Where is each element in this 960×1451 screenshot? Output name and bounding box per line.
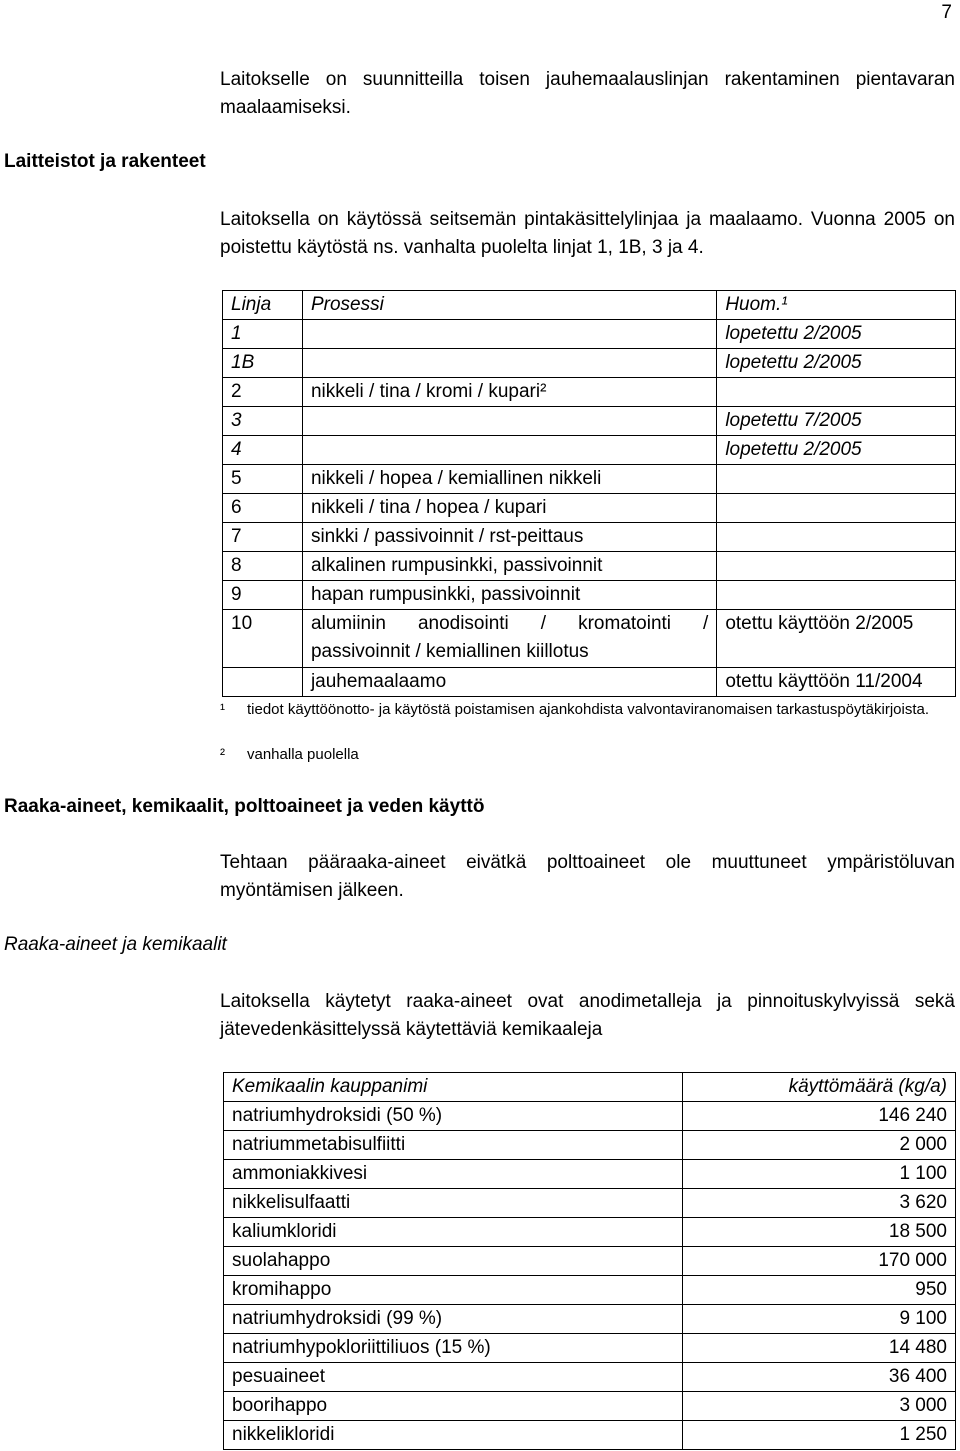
chemical-name: nikkelisulfaatti [224,1189,683,1218]
chemicals-table-header [224,1073,956,1102]
process-cell: sinkki / passivoinnit / rst-peittaus [302,523,716,552]
table-row [224,1305,956,1334]
chemical-amount: 14 480 [683,1334,956,1363]
table-row [223,436,956,465]
table-row [224,1160,956,1189]
process-cell: nikkeli / hopea / kemiallinen nikkeli [302,465,716,494]
line-number: 10 [223,610,303,668]
column-header-amount: käyttömäärä (kg/a) [683,1073,956,1102]
chemical-amount: 18 500 [683,1218,956,1247]
line-number: 5 [223,465,303,494]
chemical-name: suolahappo [224,1247,683,1276]
chemical-name: kaliumkloridi [224,1218,683,1247]
note-cell [717,552,956,581]
line-number: 8 [223,552,303,581]
chemical-amount: 1 250 [683,1421,956,1450]
chemical-amount: 3 620 [683,1189,956,1218]
table-row [224,1131,956,1160]
chemical-name: boorihappo [224,1392,683,1421]
table-row [223,407,956,436]
process-cell [302,610,716,668]
column-header-note: Huom.¹ [717,291,956,320]
table-row [224,1102,956,1131]
table-row [224,1218,956,1247]
chemical-amount: 36 400 [683,1363,956,1392]
table-row [224,1276,956,1305]
chemical-name: natriumhypokloriittiliuos (15 %) [224,1334,683,1363]
line-number: 1B [223,349,303,378]
table-row [224,1363,956,1392]
table-row [224,1392,956,1421]
note-cell: lopetettu 2/2005 [717,436,956,465]
note-cell [717,523,956,552]
chemical-amount: 950 [683,1276,956,1305]
chemical-name: ammoniakkivesi [224,1160,683,1189]
table-row [223,494,956,523]
footnote-text-2: vanhalla puolella [247,746,359,763]
chemical-amount: 9 100 [683,1305,956,1334]
page-number: 7 [941,2,952,23]
table-row [223,552,956,581]
note-cell: lopetettu 2/2005 [717,320,956,349]
table-row [223,320,956,349]
process-cell: hapan rumpusinkki, passivoinnit [302,581,716,610]
process-cell [302,349,716,378]
table-row [223,465,956,494]
process-cell: nikkeli / tina / kromi / kupari² [302,378,716,407]
section-heading-equipment: Laitteistot ja rakenteet [4,151,206,172]
note-cell: lopetettu 7/2005 [717,407,956,436]
line-number: 6 [223,494,303,523]
line-number: 9 [223,581,303,610]
chemical-name: pesuaineet [224,1363,683,1392]
process-cell [302,407,716,436]
chemicals-table [223,1072,956,1450]
chemical-name: nikkelikloridi [224,1421,683,1450]
column-header-process: Prosessi [302,291,716,320]
chemical-name: natriummetabisulfiitti [224,1131,683,1160]
note-cell: otettu käyttöön 2/2005 [717,610,956,668]
chemicals-paragraph: Laitoksella käytetyt raaka-aineet ovat anodimetalleja ja pinnoituskylvyissä sekä jätevedenkäsittelyssä käytettäviä kemikaaleja [220,991,955,1040]
process-cell [302,320,716,349]
chemical-name: natriumhydroksidi (99 %) [224,1305,683,1334]
process-cell: nikkeli / tina / hopea / kupari [302,494,716,523]
section-heading-chemicals: Raaka-aineet ja kemikaalit [4,934,227,955]
lines-table-header [223,291,956,320]
note-cell [717,581,956,610]
process-line-1: alumiinin anodisointi / kromatointi / [310,613,709,634]
table-row [223,668,956,697]
chemical-amount: 170 000 [683,1247,956,1276]
column-header-line: Linja [223,291,303,320]
line-number: 1 [223,320,303,349]
column-header-chemical: Kemikaalin kauppanimi [224,1073,683,1102]
section-heading-materials: Raaka-aineet, kemikaalit, polttoaineet ja veden käyttö [4,796,485,817]
note-cell [717,465,956,494]
note-cell: lopetettu 2/2005 [717,349,956,378]
chemical-amount: 2 000 [683,1131,956,1160]
footnote-mark-1: ¹ [220,701,225,718]
line-number [223,668,303,697]
chemical-amount: 3 000 [683,1392,956,1421]
line-number: 2 [223,378,303,407]
table-row [223,610,956,668]
table-row [223,523,956,552]
table-row [224,1334,956,1363]
table-row [223,349,956,378]
line-number: 3 [223,407,303,436]
footnote-mark-2: ² [220,746,225,763]
process-line-2: passivoinnit / kemiallinen kiillotus [310,641,589,662]
chemical-amount: 1 100 [683,1160,956,1189]
note-cell: otettu käyttöön 11/2004 [717,668,956,697]
lines-table [222,290,956,697]
process-cell: alkalinen rumpusinkki, passivoinnit [302,552,716,581]
line-number: 4 [223,436,303,465]
materials-paragraph: Tehtaan pääraaka-aineet eivätkä polttoaineet ole muuttuneet ympäristöluvan myöntämisen jälkeen. [220,852,955,901]
chemical-name: natriumhydroksidi (50 %) [224,1102,683,1131]
process-cell: jauhemaalaamo [302,668,716,697]
note-cell [717,378,956,407]
chemical-amount: 146 240 [683,1102,956,1131]
table-row [223,581,956,610]
intro-paragraph: Laitokselle on suunnitteilla toisen jauhemaalauslinjan rakentaminen pientavaran maalaamiseksi. [220,69,955,118]
process-cell [302,436,716,465]
table-row [224,1421,956,1450]
table-row [224,1247,956,1276]
table-row [224,1189,956,1218]
footnote-text-1: tiedot käyttöönotto- ja käytöstä poistamisen ajankohdista valvontaviranomaisen tarkastuspöytäkirjoista. [247,701,930,718]
table-row [223,378,956,407]
line-number: 7 [223,523,303,552]
chemical-name: kromihappo [224,1276,683,1305]
note-cell [717,494,956,523]
equipment-paragraph: Laitoksella on käytössä seitsemän pintakäsittelylinjaa ja maalaamo. Vuonna 2005 on poistettu käytöstä ns. vanhalta puolelta linjat 1, 1B, 3 ja 4. [220,209,955,258]
